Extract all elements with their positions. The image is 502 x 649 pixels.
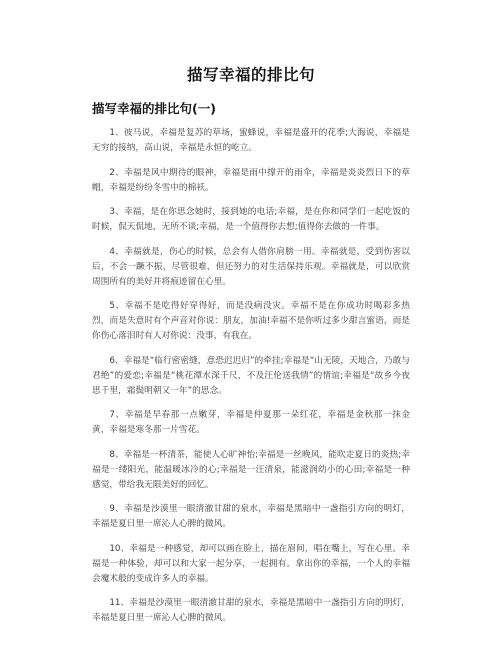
paragraph: 10、幸福是一种感觉，却可以画在脸上，描在眉间，唱在嘴上，写在心里。幸福是一种体验，却可以和大家一起分享，一起拥有。拿出你的幸福，一个人的幸福会魔术般的变成许多人的幸福。 bbox=[92, 543, 410, 584]
paragraph: 7、幸福是早春那一点嫩芽，幸福是仲夏那一朵红花，幸福是金秋那一抹金黄，幸福是寒冬那一片雪花。 bbox=[92, 410, 410, 435]
paragraph: 5、幸福不是吃得好穿得好，而是没病没灾。幸福不是在你成功时喝彩多热烈，而是失意时有个声音对你说：朋友，加油!幸福不是你听过多少甜言蜜语，而是你伤心落泪时有人对你说：没事，有我在。 bbox=[92, 301, 410, 341]
paragraph-list bbox=[92, 126, 410, 636]
paragraph: 4、幸福就是，伤心的时候，总会有人借你肩膀一用。幸福就是，受到伤害以后，不会一蹶不振，尽管很难，但还努力的对生活保持乐观。幸福就是，可以欣赏周围所有的美好并将痕迹留在心里。 bbox=[92, 246, 410, 287]
paragraph: 1、彼马说，幸福是复苏的草场，蜜蜂说，幸福是盛开的花季;大海说，幸福是无穷的接纳，高山说，幸福是永恒的屹立。 bbox=[92, 128, 410, 153]
paragraph: 8、幸福是一杯清茶，能使人心旷神怡;幸福是一丝晚风，能吹走夏日的炎热;幸福是一缕阳光，能温暖冰冷的心;幸福是一汪清泉，能滋润幼小的心田;幸福是一种感觉，带给我无限美好的回忆。 bbox=[92, 449, 410, 490]
paragraph: 2、幸福是风中期待的眼神，幸福是雨中撑开的雨伞，幸福是炎炎烈日下的草帽，幸福是纷纷冬雪中的棉袄。 bbox=[92, 167, 410, 193]
paragraph: 6、幸福是“临行密密缝，意恐迟迟归”的牵挂;幸福是“山无陵，天地合，乃敢与君绝”的爱恋;幸福是“桃花潭水深千尺，不及汪伦送我情”的情谊;幸福是“故乡今夜思千里，霜鬓明朝又一年”的思念。 bbox=[92, 355, 410, 396]
section-heading: 描写幸福的排比句(一) bbox=[92, 101, 216, 116]
paragraph: 11、幸福是沙漠里一眼清澈甘甜的泉水，幸福是黑暗中一盏指引方向的明灯，幸福是夏日里一席沁人心脾的微风。 bbox=[92, 598, 410, 623]
paragraph: 9、幸福是沙漠里一眼清澈甘甜的泉水，幸福是黑暗中一盏指引方向的明灯，幸福是夏日里一席沁人心脾的微风。 bbox=[92, 504, 410, 529]
paragraph: 3、幸福，是在你思念她时，接到她的电话;幸福，是在你和同学们一起吃饭的时候，侃天侃地，无所不谈;幸福，是一个值得你去想;值得你去做的一件事。 bbox=[92, 207, 410, 232]
document-title: 描写幸福的排比句 bbox=[186, 66, 315, 84]
